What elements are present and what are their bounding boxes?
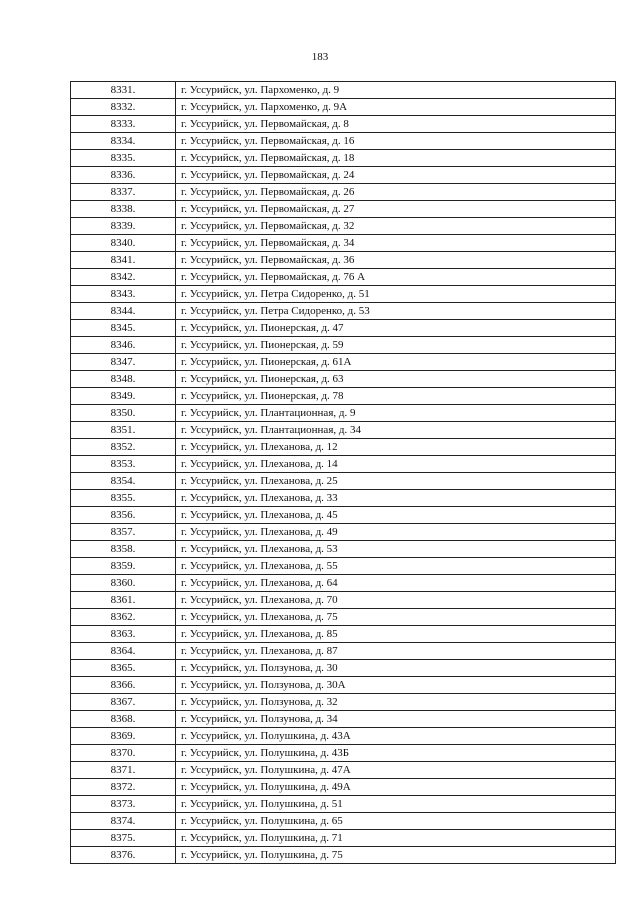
row-number-cell: 8345. — [71, 320, 176, 337]
address-cell: г. Уссурийск, ул. Ползунова, д. 30А — [176, 677, 616, 694]
address-cell: г. Уссурийск, ул. Первомайская, д. 18 — [176, 150, 616, 167]
table-row — [71, 320, 616, 337]
address-cell: г. Уссурийск, ул. Первомайская, д. 34 — [176, 235, 616, 252]
table-row — [71, 269, 616, 286]
table-row — [71, 184, 616, 201]
table-row — [71, 99, 616, 116]
row-number-cell: 8376. — [71, 847, 176, 864]
table-row — [71, 626, 616, 643]
address-cell: г. Уссурийск, ул. Пионерская, д. 78 — [176, 388, 616, 405]
row-number-cell: 8372. — [71, 779, 176, 796]
table-row — [71, 422, 616, 439]
address-cell: г. Уссурийск, ул. Плеханова, д. 49 — [176, 524, 616, 541]
address-cell: г. Уссурийск, ул. Пионерская, д. 63 — [176, 371, 616, 388]
table-row — [71, 762, 616, 779]
address-cell: г. Уссурийск, ул. Полушкина, д. 51 — [176, 796, 616, 813]
row-number-cell: 8364. — [71, 643, 176, 660]
table-row — [71, 286, 616, 303]
address-cell: г. Уссурийск, ул. Первомайская, д. 26 — [176, 184, 616, 201]
row-number-cell: 8356. — [71, 507, 176, 524]
row-number-cell: 8331. — [71, 82, 176, 99]
row-number-cell: 8342. — [71, 269, 176, 286]
row-number-cell: 8350. — [71, 405, 176, 422]
row-number-cell: 8337. — [71, 184, 176, 201]
table-row — [71, 592, 616, 609]
table-row — [71, 218, 616, 235]
table-row — [71, 354, 616, 371]
address-cell: г. Уссурийск, ул. Плеханова, д. 33 — [176, 490, 616, 507]
row-number-cell: 8341. — [71, 252, 176, 269]
row-number-cell: 8349. — [71, 388, 176, 405]
row-number-cell: 8373. — [71, 796, 176, 813]
row-number-cell: 8352. — [71, 439, 176, 456]
table-row — [71, 473, 616, 490]
address-cell: г. Уссурийск, ул. Ползунова, д. 34 — [176, 711, 616, 728]
table-row — [71, 745, 616, 762]
address-cell: г. Уссурийск, ул. Полушкина, д. 43Б — [176, 745, 616, 762]
row-number-cell: 8371. — [71, 762, 176, 779]
row-number-cell: 8366. — [71, 677, 176, 694]
table-row — [71, 779, 616, 796]
address-cell: г. Уссурийск, ул. Плеханова, д. 14 — [176, 456, 616, 473]
row-number-cell: 8362. — [71, 609, 176, 626]
row-number-cell: 8338. — [71, 201, 176, 218]
address-cell: г. Уссурийск, ул. Ползунова, д. 32 — [176, 694, 616, 711]
row-number-cell: 8368. — [71, 711, 176, 728]
address-cell: г. Уссурийск, ул. Плеханова, д. 55 — [176, 558, 616, 575]
table-row — [71, 82, 616, 99]
address-cell: г. Уссурийск, ул. Пионерская, д. 59 — [176, 337, 616, 354]
table-row — [71, 796, 616, 813]
row-number-cell: 8332. — [71, 99, 176, 116]
address-cell: г. Уссурийск, ул. Плеханова, д. 75 — [176, 609, 616, 626]
row-number-cell: 8367. — [71, 694, 176, 711]
table-row — [71, 388, 616, 405]
row-number-cell: 8374. — [71, 813, 176, 830]
table-row — [71, 507, 616, 524]
table-row — [71, 694, 616, 711]
address-cell: г. Уссурийск, ул. Плеханова, д. 25 — [176, 473, 616, 490]
address-cell: г. Уссурийск, ул. Первомайская, д. 36 — [176, 252, 616, 269]
address-cell: г. Уссурийск, ул. Первомайская, д. 27 — [176, 201, 616, 218]
table-row — [71, 830, 616, 847]
address-cell: г. Уссурийск, ул. Пархоменко, д. 9 — [176, 82, 616, 99]
table-row — [71, 643, 616, 660]
row-number-cell: 8351. — [71, 422, 176, 439]
table-row — [71, 133, 616, 150]
table-row — [71, 439, 616, 456]
address-cell: г. Уссурийск, ул. Первомайская, д. 8 — [176, 116, 616, 133]
address-cell: г. Уссурийск, ул. Пионерская, д. 61А — [176, 354, 616, 371]
row-number-cell: 8335. — [71, 150, 176, 167]
table-row — [71, 541, 616, 558]
address-cell: г. Уссурийск, ул. Петра Сидоренко, д. 51 — [176, 286, 616, 303]
table-row — [71, 150, 616, 167]
table-row — [71, 201, 616, 218]
row-number-cell: 8357. — [71, 524, 176, 541]
address-cell: г. Уссурийск, ул. Плеханова, д. 45 — [176, 507, 616, 524]
address-cell: г. Уссурийск, ул. Полушкина, д. 65 — [176, 813, 616, 830]
table-row — [71, 490, 616, 507]
table-row — [71, 813, 616, 830]
address-cell: г. Уссурийск, ул. Полушкина, д. 75 — [176, 847, 616, 864]
row-number-cell: 8336. — [71, 167, 176, 184]
table-row — [71, 609, 616, 626]
address-cell: г. Уссурийск, ул. Полушкина, д. 43А — [176, 728, 616, 745]
row-number-cell: 8360. — [71, 575, 176, 592]
row-number-cell: 8354. — [71, 473, 176, 490]
row-number-cell: 8346. — [71, 337, 176, 354]
address-table — [70, 81, 616, 864]
address-cell: г. Уссурийск, ул. Петра Сидоренко, д. 53 — [176, 303, 616, 320]
table-row — [71, 558, 616, 575]
row-number-cell: 8334. — [71, 133, 176, 150]
address-cell: г. Уссурийск, ул. Полушкина, д. 49А — [176, 779, 616, 796]
table-row — [71, 252, 616, 269]
address-cell: г. Уссурийск, ул. Первомайская, д. 32 — [176, 218, 616, 235]
table-row — [71, 728, 616, 745]
row-number-cell: 8344. — [71, 303, 176, 320]
address-cell: г. Уссурийск, ул. Плеханова, д. 87 — [176, 643, 616, 660]
row-number-cell: 8358. — [71, 541, 176, 558]
address-cell: г. Уссурийск, ул. Полушкина, д. 47А — [176, 762, 616, 779]
row-number-cell: 8369. — [71, 728, 176, 745]
table-row — [71, 575, 616, 592]
address-cell: г. Уссурийск, ул. Плеханова, д. 85 — [176, 626, 616, 643]
row-number-cell: 8348. — [71, 371, 176, 388]
row-number-cell: 8359. — [71, 558, 176, 575]
table-row — [71, 337, 616, 354]
address-cell: г. Уссурийск, ул. Первомайская, д. 24 — [176, 167, 616, 184]
address-cell: г. Уссурийск, ул. Плеханова, д. 70 — [176, 592, 616, 609]
row-number-cell: 8340. — [71, 235, 176, 252]
table-row — [71, 303, 616, 320]
row-number-cell: 8355. — [71, 490, 176, 507]
table-row — [71, 371, 616, 388]
address-cell: г. Уссурийск, ул. Первомайская, д. 16 — [176, 133, 616, 150]
address-cell: г. Уссурийск, ул. Плеханова, д. 53 — [176, 541, 616, 558]
table-row — [71, 167, 616, 184]
table-row — [71, 677, 616, 694]
address-cell: г. Уссурийск, ул. Плантационная, д. 34 — [176, 422, 616, 439]
row-number-cell: 8347. — [71, 354, 176, 371]
address-cell: г. Уссурийск, ул. Плеханова, д. 12 — [176, 439, 616, 456]
address-cell: г. Уссурийск, ул. Пархоменко, д. 9А — [176, 99, 616, 116]
table-row — [71, 660, 616, 677]
row-number-cell: 8353. — [71, 456, 176, 473]
table-row — [71, 847, 616, 864]
table-row — [71, 456, 616, 473]
row-number-cell: 8370. — [71, 745, 176, 762]
row-number-cell: 8365. — [71, 660, 176, 677]
table-row — [71, 235, 616, 252]
address-cell: г. Уссурийск, ул. Ползунова, д. 30 — [176, 660, 616, 677]
address-cell: г. Уссурийск, ул. Плеханова, д. 64 — [176, 575, 616, 592]
table-body — [71, 82, 616, 864]
row-number-cell: 8339. — [71, 218, 176, 235]
address-cell: г. Уссурийск, ул. Плантационная, д. 9 — [176, 405, 616, 422]
table-row — [71, 524, 616, 541]
row-number-cell: 8333. — [71, 116, 176, 133]
table-row — [71, 116, 616, 133]
row-number-cell: 8363. — [71, 626, 176, 643]
page-number: 183 — [311, 51, 329, 63]
address-cell: г. Уссурийск, ул. Полушкина, д. 71 — [176, 830, 616, 847]
row-number-cell: 8361. — [71, 592, 176, 609]
address-cell: г. Уссурийск, ул. Пионерская, д. 47 — [176, 320, 616, 337]
table-row — [71, 405, 616, 422]
address-cell: г. Уссурийск, ул. Первомайская, д. 76 А — [176, 269, 616, 286]
table-row — [71, 711, 616, 728]
row-number-cell: 8375. — [71, 830, 176, 847]
row-number-cell: 8343. — [71, 286, 176, 303]
